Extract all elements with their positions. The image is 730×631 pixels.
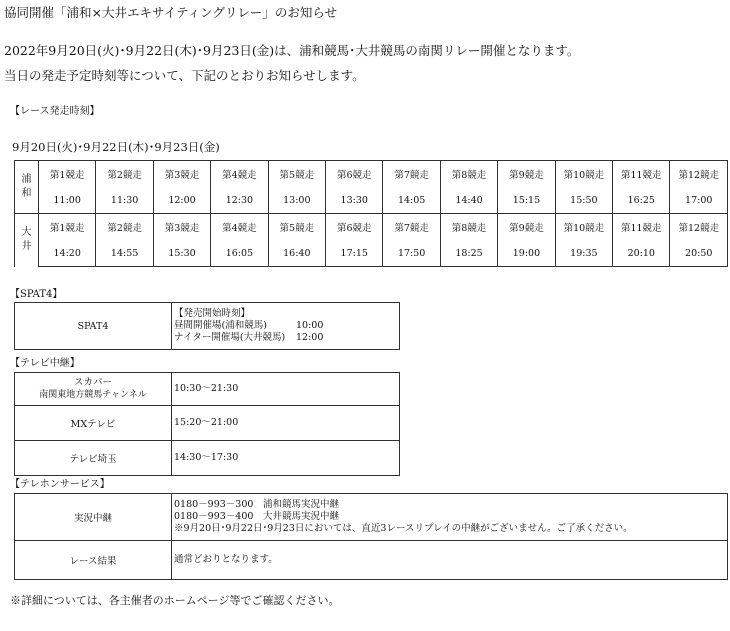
race-time-row [15,187,728,214]
race-time-cell: 11:00 [39,187,96,214]
race-time-cell: 12:00 [153,187,210,214]
tv-channel: MXテレビ [15,406,172,441]
race-time-cell: 16:40 [268,240,325,267]
race-time-cell: 15:15 [498,187,555,214]
race-label-row [15,214,728,241]
race-label-cell: 第12競走 [670,161,728,188]
race-time-cell: 14:20 [39,240,96,267]
race-label-cell: 第8競走 [440,161,497,188]
intro-line-2: 当日の発走予定時刻等について、下記のとおりお知らせします。 [4,68,365,83]
race-time-cell: 14:55 [96,240,153,267]
race-schedule-table [14,160,728,267]
race-time-cell: 20:50 [670,240,728,267]
race-time-cell: 15:50 [555,187,612,214]
tel-live-label: 実況中継 [15,494,172,541]
race-time-cell: 14:40 [440,187,497,214]
tel-live-line: 0180－993－400 大井競馬実況中継 [174,511,339,522]
race-label-cell: 第1競走 [39,161,96,188]
race-time-cell: 17:00 [670,187,728,214]
race-label-cell: 第9競走 [498,161,555,188]
race-label-cell: 第1競走 [39,214,96,241]
spat-detail [172,303,400,350]
race-time-cell: 15:30 [153,240,210,267]
race-label-cell: 第3競走 [153,161,210,188]
tv-time: 14:30～17:30 [172,441,400,476]
spat-venue: ナイター開催場(大井競馬) [174,332,286,343]
venue-name-char: 大 [21,227,32,239]
tv-channel: テレビ埼玉 [15,441,172,476]
tel-result-text: 通常どおりとなります。 [172,541,728,580]
race-time-cell: 16:05 [211,240,268,267]
spat-time: 12:00 [296,332,324,343]
spat-row [15,303,400,350]
spat-detail-heading: 【発売開始時刻】 [174,308,251,319]
race-time-cell: 17:50 [383,240,440,267]
tel-section-heading: 【テレホンサービス】 [10,479,110,490]
race-time-cell: 12:30 [211,187,268,214]
race-time-cell: 13:30 [326,187,383,214]
race-label-cell: 第11競走 [613,214,670,241]
tv-table [14,372,400,476]
race-time-cell: 19:00 [498,240,555,267]
race-label-cell: 第6競走 [326,161,383,188]
race-time-cell: 13:00 [268,187,325,214]
tel-table [14,493,728,580]
spat-venue: 昼間開催場(浦和競馬) [174,320,267,331]
tel-row [15,494,728,541]
race-dates: 9月20日(火)･9月22日(木)･9月23日(金) [12,140,220,154]
race-section-heading: 【レース発走時刻】 [10,106,100,117]
race-label-cell: 第5競走 [268,214,325,241]
tv-channel-line: 南関東地方競馬チャンネル [39,390,147,400]
race-label-cell: 第7競走 [383,161,440,188]
race-time-cell: 16:25 [613,187,670,214]
race-time-cell: 19:35 [555,240,612,267]
tv-channel-line: スカパー [73,377,112,388]
tv-channel [15,373,172,406]
tel-row [15,541,728,580]
tel-live-detail [172,494,728,541]
spat-time-row [174,320,399,332]
venue-cell [15,161,39,214]
race-label-cell: 第11競走 [613,161,670,188]
spat-label: SPAT4 [15,303,172,350]
venue-cell [15,214,39,267]
spat-table [14,302,400,350]
race-label-cell: 第3競走 [153,214,210,241]
tv-section-heading: 【テレビ中継】 [10,358,80,369]
race-label-cell: 第2競走 [96,161,153,188]
tv-time: 15:20～21:00 [172,406,400,441]
race-time-cell: 20:10 [613,240,670,267]
tel-live-line: 0180－993－300 浦和競馬実況中継 [174,499,339,510]
spat-time-row [174,332,399,344]
race-label-cell: 第2競走 [96,214,153,241]
tel-result-label: レース結果 [15,541,172,580]
race-label-row [15,161,728,188]
tel-live-line: ※9月20日･9月22日･9月23日においては、直近3レースリプレイの中継がございません。ご了承ください。 [174,523,633,534]
venue-name-char: 井 [21,241,32,253]
race-label-cell: 第10競走 [555,214,612,241]
race-label-cell: 第7競走 [383,214,440,241]
tv-row [15,373,400,406]
venue-name-char: 浦 [21,174,32,185]
intro-line-1: 2022年9月20日(火)･9月22日(木)･9月23日(金)は、浦和競馬･大井競馬の南関リレー開催となります。 [4,43,580,58]
race-time-cell: 14:05 [383,187,440,214]
race-label-cell: 第9競走 [498,214,555,241]
race-time-cell: 11:30 [96,187,153,214]
race-label-cell: 第8競走 [440,214,497,241]
race-label-cell: 第12競走 [670,214,728,241]
race-time-row [15,240,728,267]
race-label-cell: 第4競走 [211,161,268,188]
footer-note: ※詳細については、各主催者のホームページ等でご確認ください。 [10,594,340,607]
venue-name-char: 和 [21,188,32,199]
page-title: 協同開催「浦和×大井エキサイティングリレー」のお知らせ [4,5,337,20]
race-label-cell: 第5競走 [268,161,325,188]
race-label-cell: 第6競走 [326,214,383,241]
spat-time: 10:00 [296,320,324,331]
spat-section-heading: 【SPAT4】 [10,289,63,300]
tv-row [15,441,400,476]
race-time-cell: 18:25 [440,240,497,267]
tv-time: 10:30～21:30 [172,373,400,406]
race-time-cell: 17:15 [326,240,383,267]
tv-row [15,406,400,441]
race-label-cell: 第4競走 [211,214,268,241]
race-label-cell: 第10競走 [555,161,612,188]
